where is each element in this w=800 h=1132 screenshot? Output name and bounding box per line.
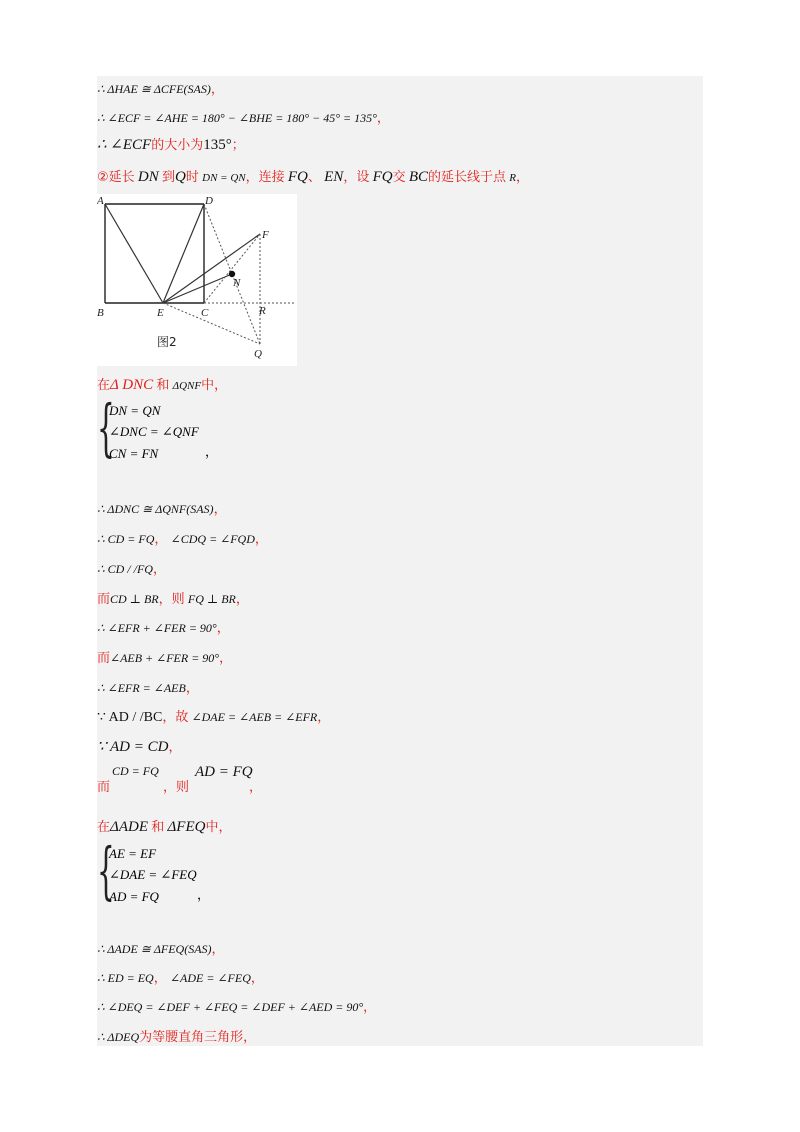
geometry-diagram	[97, 194, 297, 366]
line-congruent-ade-feq: ∴ ΔADE ≅ ΔFEQ(SAS)，	[97, 941, 225, 956]
line-in-dnc-qnf: 在Δ DNC 和 ΔQNF中，	[97, 377, 228, 393]
line-isosceles-right: ∴ ΔDEQ为等腰直角三角形，	[97, 1030, 257, 1045]
label-c: C	[201, 307, 209, 319]
figure-2	[97, 194, 297, 366]
line-efr-eq-aeb: ∴ ∠EFR = ∠AEB，	[97, 680, 199, 695]
figure-caption: 图2	[157, 335, 177, 349]
label-n: N	[233, 277, 241, 289]
system-ade-feq: { AE = EF ∠DAE = ∠FEQ AD = FQ ，	[97, 834, 211, 907]
line-in-ade-feq: 在ΔADE 和 ΔFEQ中，	[97, 819, 232, 835]
line-efr-fer-90: ∴ ∠EFR + ∠FER = 90°，	[97, 620, 230, 635]
system-dnc-qnf: { DN = QN ∠DNC = ∠QNF CN = FN ，	[97, 391, 219, 464]
segment-ae	[105, 204, 163, 303]
label-f: F	[262, 229, 269, 241]
line-cd-parallel-fq: ∴ CD / /FQ，	[97, 561, 166, 576]
line-ed-eq-eq: ∴ ED = EQ， ∠ADE = ∠FEQ，	[97, 970, 264, 986]
line-fq-perp-br: 而CD ⊥ BR，则 FQ ⊥ BR，	[97, 591, 249, 607]
label-r: R	[259, 305, 266, 317]
line-angle-ecf-result: ∴ ∠ECF的大小为135°；	[97, 137, 245, 153]
line-angle-deq-90: ∴ ∠DEQ = ∠DEF + ∠FEQ = ∠DEF + ∠AED = 90°，	[97, 999, 377, 1014]
label-q: Q	[254, 348, 262, 360]
line-ad-parallel-bc: ∵ AD / /BC，故 ∠DAE = ∠AEB = ∠EFR，	[97, 709, 331, 725]
line-cd-eq-fq: ∴ CD = FQ， ∠CDQ = ∠FQD，	[97, 531, 268, 547]
line-congruent-hae-cfe: ∴ ΔHAE ≅ ΔCFE(SAS)，	[97, 81, 224, 96]
line-congruent-dnc-qnf: ∴ ΔDNC ≅ ΔQNF(SAS)，	[97, 501, 227, 516]
segment-eq	[163, 303, 260, 344]
line-part-2-setup: ②延长 DN 到Q时 DN = QN，连接 FQ、 EN，设 FQ交 BC的延长线于点 R，	[97, 169, 530, 185]
label-d: D	[205, 195, 213, 207]
line-ad-eq-cd: ∵ AD = CD，	[97, 739, 182, 755]
label-e: E	[157, 307, 164, 319]
line-aeb-fer-90: 而∠AEB + ∠FER = 90°，	[97, 650, 233, 666]
line-angle-ecf-calc: ∴ ∠ECF = ∠AHE = 180° − ∠BHE = 180° − 45° = 135°，	[97, 110, 390, 125]
label-b: B	[97, 307, 104, 319]
solution-panel: ∴ ΔHAE ≅ ΔCFE(SAS)， ∴ ∠ECF = ∠AHE = 180° − ∠BHE = 180° − 45° = 135°， ∴ ∠ECF的大小为135°； ②延长 DN 到Q时 DN = QN，连接 FQ、 EN，设 FQ交 BC的延长线于点 R， A B C D E F N R Q 图2 在Δ DNC 和 ΔQNF中， { DN = QN ∠DNC = ∠QNF CN = FN ， ∴ ΔDNC ≅ ΔQNF(SAS)， ∴ CD = FQ， ∠CDQ = ∠FQD， ∴ CD / /FQ， 而CD ⊥ BR，则 FQ ⊥ BR， ∴ ∠EFR + ∠FER = 90°， 而∠AEB + ∠FER = 90°， ∴ ∠EFR = ∠AEB， ∵ AD / /BC，故 ∠DAE = ∠AEB = ∠EFR， ∵ AD = CD， 而 CD = FQ ，则 AD = FQ ， 在ΔADE 和 ΔFEQ中， { AE = EF ∠DAE = ∠FEQ AD = FQ ， ∴ ΔADE ≅ ΔFEQ(SAS)， ∴ ED = EQ， ∠ADE = ∠FEQ， ∴ ∠DEQ = ∠DEF + ∠FEQ = ∠DEF + ∠AED = 90°， ∴ ΔDEQ为等腰直角三角形，	[97, 76, 703, 1046]
label-a: A	[97, 195, 104, 207]
